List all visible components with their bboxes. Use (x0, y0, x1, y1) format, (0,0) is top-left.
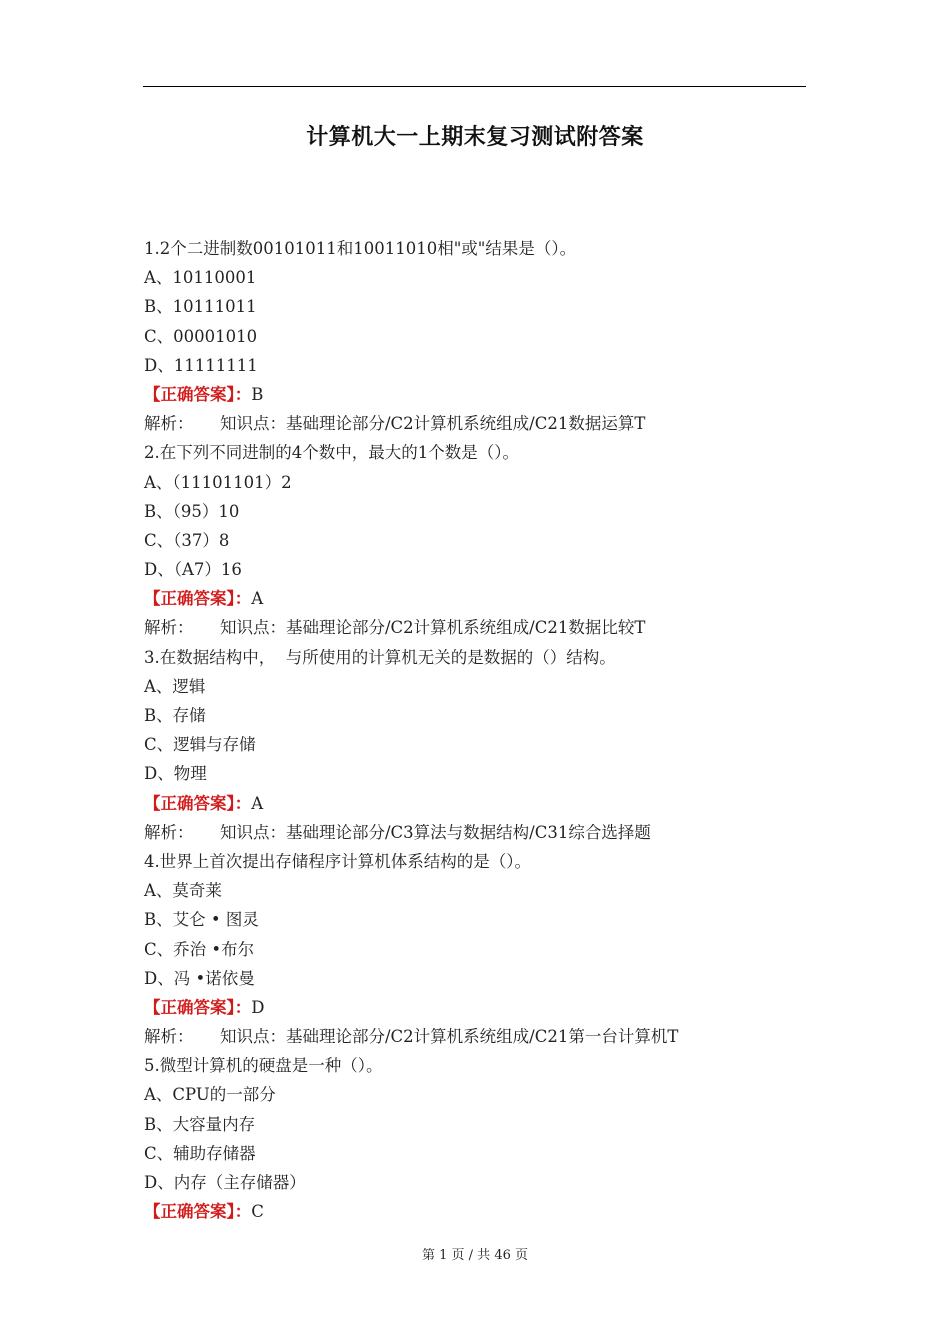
option: B、（95）10 (144, 501, 240, 521)
analysis-row (144, 613, 824, 642)
analysis-label: 解析： (144, 822, 194, 842)
header-rule (143, 86, 806, 87)
analysis-text: 知识点：基础理论部分/C2计算机系统组成/C21数据运算T (220, 414, 646, 434)
answer-value: B (251, 384, 264, 404)
option: D、冯 •诺依曼 (144, 968, 255, 988)
question-stem: 4.世界上首次提出存储程序计算机体系结构的是（）。 (144, 851, 531, 871)
analysis-row (144, 1022, 824, 1051)
option: C、逻辑与存储 (144, 735, 256, 755)
analysis-row (144, 409, 824, 438)
question-stem: 5.微型计算机的硬盘是一种（）。 (144, 1056, 383, 1076)
analysis-text: 知识点：基础理论部分/C3算法与数据结构/C31综合选择题 (220, 822, 651, 842)
answer-value: A (251, 589, 264, 609)
question-stem: 3.在数据结构中， 与所使用的计算机无关的是数据的（）结构。 (144, 647, 616, 667)
answer-label: 【正确答案】： (144, 997, 252, 1017)
option: D、内存（主存储器） (144, 1173, 306, 1192)
page-footer: 第 1 页 / 共 46 页 (422, 1248, 528, 1263)
analysis-text: 知识点：基础理论部分/C2计算机系统组成/C21第一台计算机T (220, 1027, 679, 1047)
option: B、艾仑 • 图灵 (144, 910, 259, 930)
answer-label: 【正确答案】： (144, 589, 252, 609)
answer-label: 【正确答案】： (144, 793, 252, 813)
option: A、莫奇莱 (144, 881, 222, 901)
option: B、存储 (144, 706, 206, 725)
option: C、00001010 (144, 326, 258, 346)
question-stem: 2.在下列不同进制的4个数中，最大的1个数是（）。 (144, 443, 519, 463)
answer-value: C (251, 1202, 264, 1222)
analysis-label: 解析： (144, 618, 194, 638)
answer-value: D (251, 997, 265, 1017)
analysis-row (144, 818, 824, 847)
option: A、10110001 (144, 268, 257, 288)
option: A、CPU的一部分 (144, 1085, 276, 1105)
answer-row (144, 993, 824, 1022)
option: D、11111111 (144, 355, 258, 375)
question-list (144, 234, 824, 1226)
answer-row (144, 584, 824, 613)
option: B、大容量内存 (144, 1114, 256, 1134)
answer-label: 【正确答案】： (144, 384, 252, 404)
option: A、逻辑 (144, 676, 206, 696)
option: A、（11101101）2 (144, 472, 292, 492)
option: B、10111011 (144, 297, 257, 317)
option: D、（A7）16 (144, 560, 242, 580)
answer-label: 【正确答案】： (144, 1202, 252, 1222)
answer-value: A (251, 793, 264, 813)
analysis-text: 知识点：基础理论部分/C2计算机系统组成/C21数据比较T (220, 618, 646, 638)
option: C、乔治 •布尔 (144, 939, 255, 959)
analysis-label: 解析： (144, 1027, 194, 1047)
question-stem: 1.2个二进制数00101011和10011010相"或"结果是（）。 (144, 239, 577, 258)
option: D、物理 (144, 764, 207, 784)
option: C、（37）8 (144, 530, 230, 550)
analysis-label: 解析： (144, 414, 194, 434)
answer-row (144, 789, 824, 818)
answer-row (144, 1197, 824, 1226)
document-title: 计算机大一上期末复习测试附答案 (306, 125, 644, 150)
option: C、辅助存储器 (144, 1143, 256, 1163)
answer-row (144, 380, 824, 409)
